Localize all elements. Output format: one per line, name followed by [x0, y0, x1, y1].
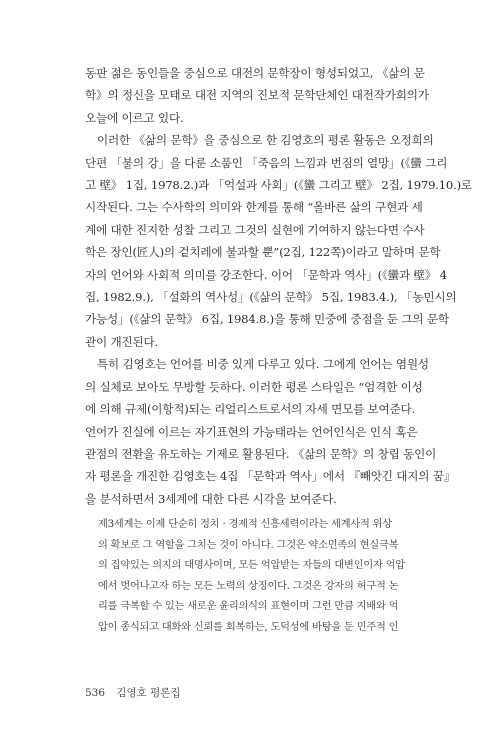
text-line: 학은 장인(匠人)의 겉치레에 불과할 뿐”(2집, 122쪽)이라고 말하며 문학 — [85, 245, 441, 260]
text-line: 특히 김영호는 언어를 비중 있게 다루고 있다. 그에게 언어는 염원성 — [97, 357, 429, 372]
page-footer — [85, 685, 189, 700]
quote-line: 의 확보로 그 역할을 그치는 것이 아니다. 그것은 약소민족의 현실극복 — [98, 539, 399, 551]
quote-line: 에서 벗어나고자 하는 모든 노력의 상징이다. 그것은 강자의 허구적 논 — [98, 580, 399, 592]
quote-line: 압이 종식되고 대화와 신뢰를 회복하는, 도덕성에 바탕을 둔 민주적 인 — [98, 621, 399, 633]
running-title: 김영호 평론집 — [116, 687, 181, 699]
text-line: 언어가 진실에 이르는 자기표현의 가능태라는 언어인식은 인식 혹은 — [85, 424, 418, 439]
quote-line: 의 집약있는 의지의 대명사이며, 모든 억압받는 자들의 대변인이자 억압 — [98, 560, 405, 572]
text-line: 가능성」(《삶의 문학》 6집, 1984.8.)을 통해 민중에 중점을 둔 그의 문학 — [85, 312, 449, 327]
text-line: 에 의해 규제(이항적)되는 리얼리스트로서의 자세 면모를 보여준다. — [85, 402, 416, 417]
quote-line: 제3세계는 이제 단순히 정치 · 경제적 신흥세력이라는 세계사적 위상 — [98, 519, 392, 530]
text-line: 오늘에 이르고 있다. — [85, 110, 184, 125]
text-line: 관이 개진된다. — [85, 334, 158, 349]
text-line: 집, 1982.9.), 「설화의 역사성」(《삶의 문학》 5집, 1983.4.), 「농민시의 — [85, 290, 457, 305]
text-line: 이러한 《삶의 문학》을 중심으로 한 김영호의 평론 활동은 오정희의 — [97, 133, 434, 148]
text-line: 을 분석하면서 3세계에 대한 다른 시각을 보여준다. — [85, 491, 337, 506]
text-line: 관점의 전환을 유도하는 기제로 활용된다. 《삶의 문학》의 창립 동인이 — [85, 446, 437, 461]
text-line: 자의 언어와 사회적 의미를 강조한다. 이어 「문학과 역사」(《蠻과 壁》 4 — [85, 267, 447, 282]
quote-line: 리를 극복할 수 있는 새로운 윤리의식의 표현이며 그런 만큼 지배와 억 — [98, 601, 399, 613]
text-line: 동판 젊은 동인들을 중심으로 대전의 문학장이 형성되었고, 《삶의 문 — [85, 66, 425, 80]
body-text — [85, 62, 472, 510]
text-line: 단편 「불의 강」을 다룬 소품인 「죽음의 느낌과 번짐의 열망」(《蠻 그리 — [85, 155, 448, 170]
text-line: 고 壁》 1집, 1978.2.)과 「억설과 사회」(《蠻 그리고 壁》 2집, 1979.10.)로 — [85, 178, 472, 193]
block-quote — [98, 515, 416, 639]
paragraph-3 — [85, 353, 456, 510]
page-number: 536 — [85, 687, 106, 699]
paragraph-2 — [85, 129, 472, 353]
text-line: 학》의 정신을 모태로 대전 지역의 진보적 문학단체인 대전작가회의가 — [85, 88, 429, 103]
text-line: 자 평론을 개진한 김영호는 4집 「문학과 역사」에서 『빼앗긴 대지의 꿈』 — [85, 469, 456, 484]
text-line: 계에 대한 진지한 성찰 그리고 그것의 실현에 기여하지 않는다면 수사 — [85, 222, 425, 237]
text-line: 의 실체로 보아도 무방할 듯하다. 이러한 평론 스타일은 “엄격한 이성 — [85, 379, 423, 394]
paragraph-1 — [85, 62, 429, 129]
quote-paragraph — [98, 515, 416, 639]
text-line: 시작된다. 그는 수사학의 의미와 한계를 통해 “올바른 삶의 구현과 세 — [85, 200, 423, 215]
